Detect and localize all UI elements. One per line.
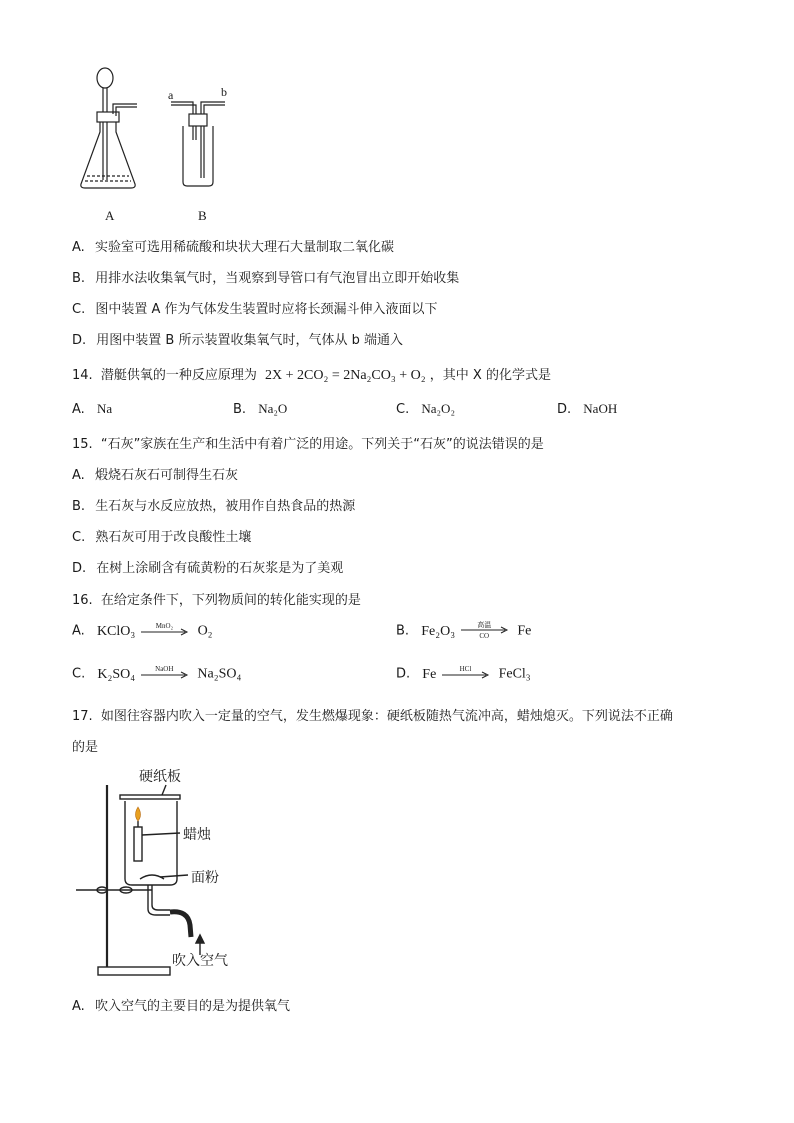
q14-option-b: B. Na₂O (233, 401, 288, 417)
figure-label-b: B (198, 208, 207, 223)
dust-explosion-diagram (70, 775, 270, 980)
q17-option-a: A. 吹入空气的主要目的是为提供氧气 (72, 999, 290, 1014)
q13-option-b: B. 用排水法收集氧气时，当观察到导管口有气泡冒出立即开始收集 (72, 271, 460, 286)
flame-icon (136, 807, 141, 821)
arrow-icon (141, 666, 191, 682)
label-flour: 面粉 (191, 870, 219, 886)
bottle-b (171, 102, 225, 186)
q15-option-d: D. 在树上涂刷含有硫黄粉的石灰浆是为了美观 (72, 561, 344, 576)
label-cardboard: 硬纸板 (139, 769, 181, 785)
q16-option-c: C. K₂SO₄ NaOH Na₂SO₄ (72, 665, 242, 682)
q13-option-c: C. 图中装置 A 作为气体发生装置时应将长颈漏斗伸入液面以下 (72, 302, 438, 317)
q13-option-a: A. 实验室可选用稀硫酸和块状大理石大量制取二氧化碳 (72, 240, 394, 255)
q16-option-d: D. Fe HCl FeCl₃ (396, 665, 531, 682)
container (125, 801, 177, 885)
q14-option-c: C. Na₂O₂ (396, 401, 455, 417)
q15-option-c: C. 熟石灰可用于改良酸性土壤 (72, 530, 252, 545)
arrow-icon (442, 666, 492, 682)
q13-option-d: D. 用图中装置 B 所示装置收集氧气时，气体从 b 端通入 (72, 333, 403, 348)
q14-equation: 2X + 2CO₂ = 2Na₂CO₃ + O₂ (264, 368, 426, 383)
q14-option-a: A. Na (72, 401, 113, 417)
reaction-arrow: HCl (442, 666, 492, 682)
q16-option-b: B. Fe₂O₃ 高温 CO Fe (396, 621, 532, 640)
q15-option-a: A. 煅烧石灰石可制得生石灰 (72, 468, 238, 483)
q16-option-a: A. KClO₃ MnO₂ O₂ (72, 622, 213, 639)
port-b-label: b (221, 85, 227, 99)
candle (134, 827, 142, 861)
port-a-label: a (168, 88, 174, 102)
q17-stem-line1: 17. 如图往容器内吹入一定量的空气，发生燃爆现象：硬纸板随热气流冲高，蜡烛熄灭。下列说法不正确 (72, 709, 673, 724)
flask-a (81, 68, 137, 188)
q15-option-b: B. 生石灰与水反应放热，被用作自热食品的热源 (72, 499, 356, 514)
q17-stem-line2: 的是 (72, 740, 99, 755)
arrow-icon (141, 623, 191, 639)
q14-option-d: D. NaOH (557, 401, 618, 417)
stand-base (98, 967, 170, 975)
reaction-arrow: 高温 CO (461, 623, 511, 639)
label-candle: 蜡烛 (183, 827, 211, 843)
cardboard (120, 795, 180, 799)
figure-label-a: A (105, 208, 115, 223)
reaction-arrow: NaOH (141, 666, 191, 682)
q15-stem: 15. “石灰”家族在生产和生活中有着广泛的用途。下列关于“石灰”的说法错误的是 (72, 437, 544, 452)
q16-stem: 16. 在给定条件下，下列物质间的转化能实现的是 (72, 593, 361, 608)
label-air-in: 吹入空气 (172, 953, 228, 969)
q14-stem: 14. 潜艇供氧的一种反应原理为 2X + 2CO₂ = 2Na₂CO₃ + O₂ ，其中 X 的化学式是 (72, 368, 551, 383)
reaction-arrow: MnO₂ (141, 623, 191, 639)
apparatus-diagram (75, 60, 235, 195)
